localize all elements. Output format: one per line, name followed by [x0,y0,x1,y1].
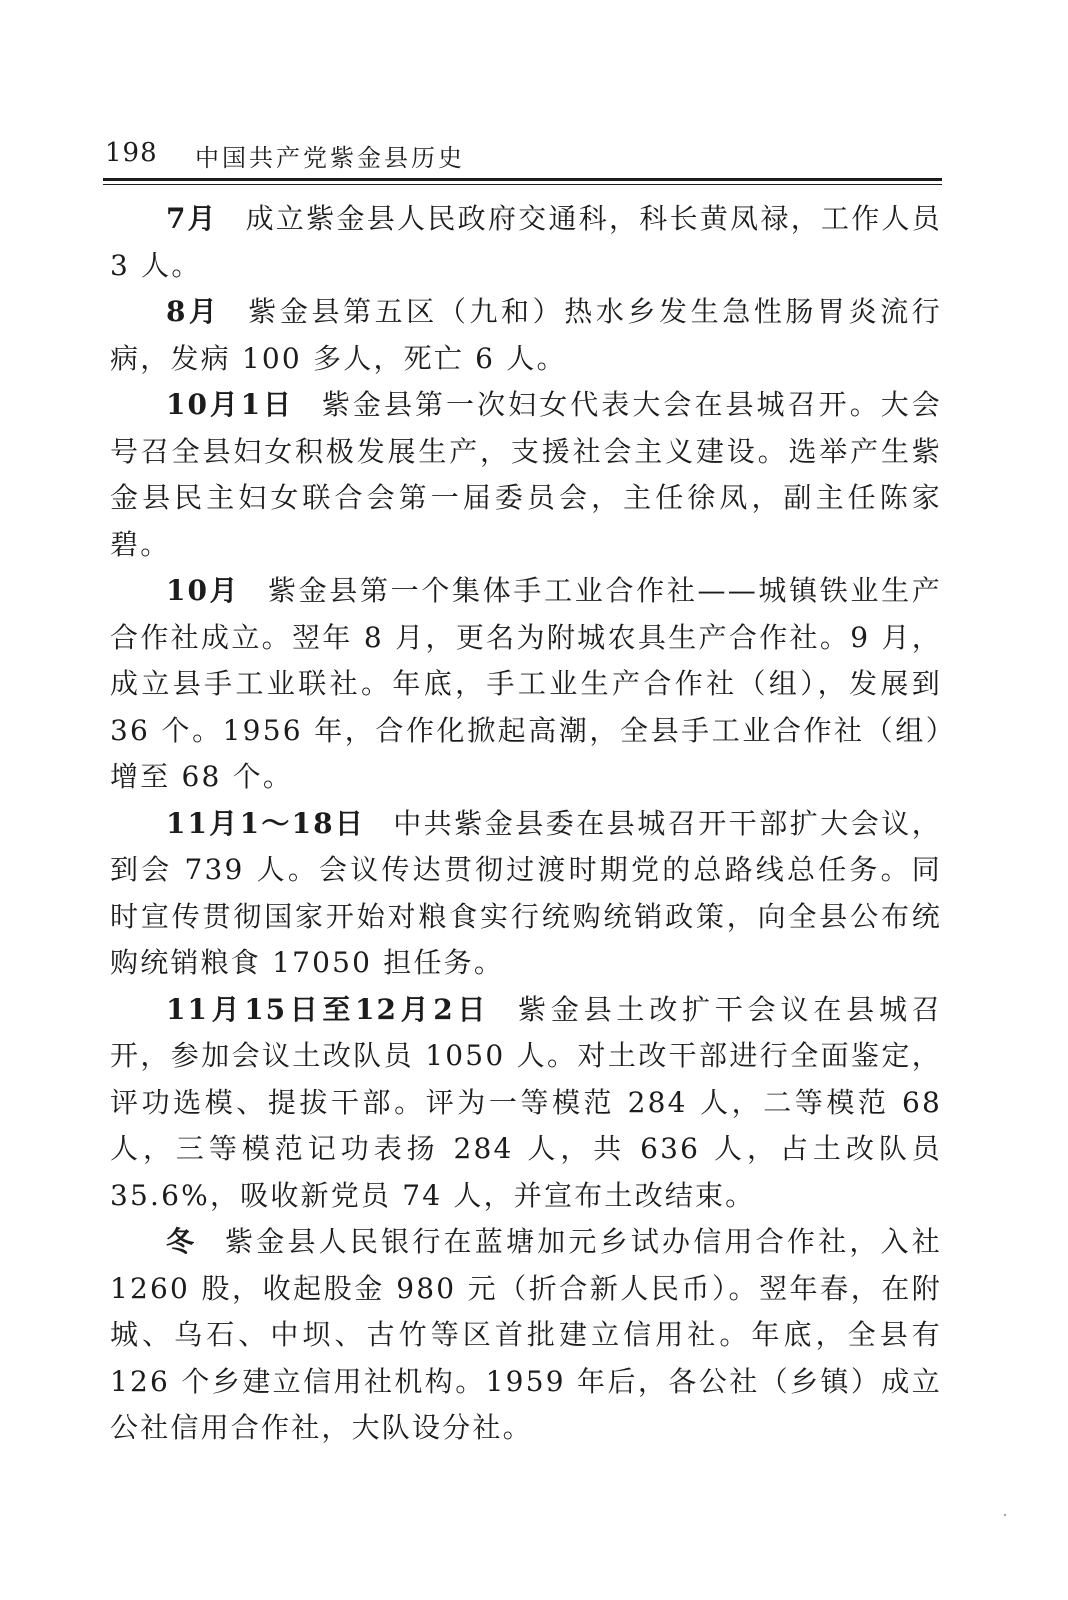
entry-text: 成立紫金县人民政府交通科，科长黄凤禄，工作人员 3 人。 [110,202,943,282]
header-rule-thin [103,184,942,185]
entry-november-15-december-2 [110,987,942,1220]
entry-winter [110,1219,942,1452]
page-number: 198 [105,138,158,168]
book-title: 中国共产党紫金县历史 [195,144,465,172]
scan-speck [1004,1514,1006,1516]
entry-date: 11月15日至12月2日 [166,992,490,1026]
entry-date: 7月 [166,202,218,235]
running-header [105,134,942,174]
entry-august [110,289,942,382]
entry-october [110,568,942,801]
entry-date: 11月1～18日 [166,806,366,840]
entry-date: 10月 [166,574,240,607]
chronicle-body [110,196,942,1452]
entry-text: 紫金县第一个集体手工业合作社——城镇铁业生产合作社成立。翌年 8 月，更名为附城农具生产合作社。9 月，成立县手工业联社。年底，手工业生产合作社（组），发展到 36 个。1956 年，合作化掀起高潮，全县手工业合作社（组）增至 68 个。 [110,574,942,793]
entry-text: 紫金县人民银行在蓝塘加元乡试办信用合作社，入社 1260 股，收起股金 980 元（折合新人民币）。翌年春，在附城、乌石、中坝、古竹等区首批建立信用社。年底，全县有 126 个乡建立信用社机构。1959 年后，各公社（乡镇）成立公社信用合作社，大队设分社。 [110,1225,942,1444]
entry-text: 紫金县第一次妇女代表大会在县城召开。大会号召全县妇女积极发展生产，支援社会主义建设。选举产生紫金县民主妇女联合会第一届委员会，主任徐凤，副主任陈家碧。 [110,388,942,561]
entry-date: 10月1日 [166,388,294,421]
entry-july [110,196,942,289]
entry-text: 中共紫金县委在县城召开干部扩大会议，到会 739 人。会议传达贯彻过渡时期党的总路线总任务。同时宣传贯彻国家开始对粮食实行统购统销政策，向全县公布统购统销粮食 17050 担任务。 [110,806,942,979]
entry-text: 紫金县土改扩干会议在县城召开，参加会议土改队员 1050 人。对土改干部进行全面鉴定，评功选模、提拔干部。评为一等模范 284 人，二等模范 68 人，三等模范记功表扬 284 人，共 636 人，占土改队员 35.6%，吸收新党员 74 人，并宣布土改结束。 [110,992,942,1212]
entry-text: 紫金县第五区（九和）热水乡发生急性肠胃炎流行病，发病 100 多人，死亡 6 人。 [110,295,943,375]
header-rule-thick [103,178,942,181]
entry-date: 冬 [166,1225,198,1258]
entry-date: 8月 [166,295,221,328]
entry-october-1 [110,382,942,568]
entry-november-1-18 [110,801,942,987]
